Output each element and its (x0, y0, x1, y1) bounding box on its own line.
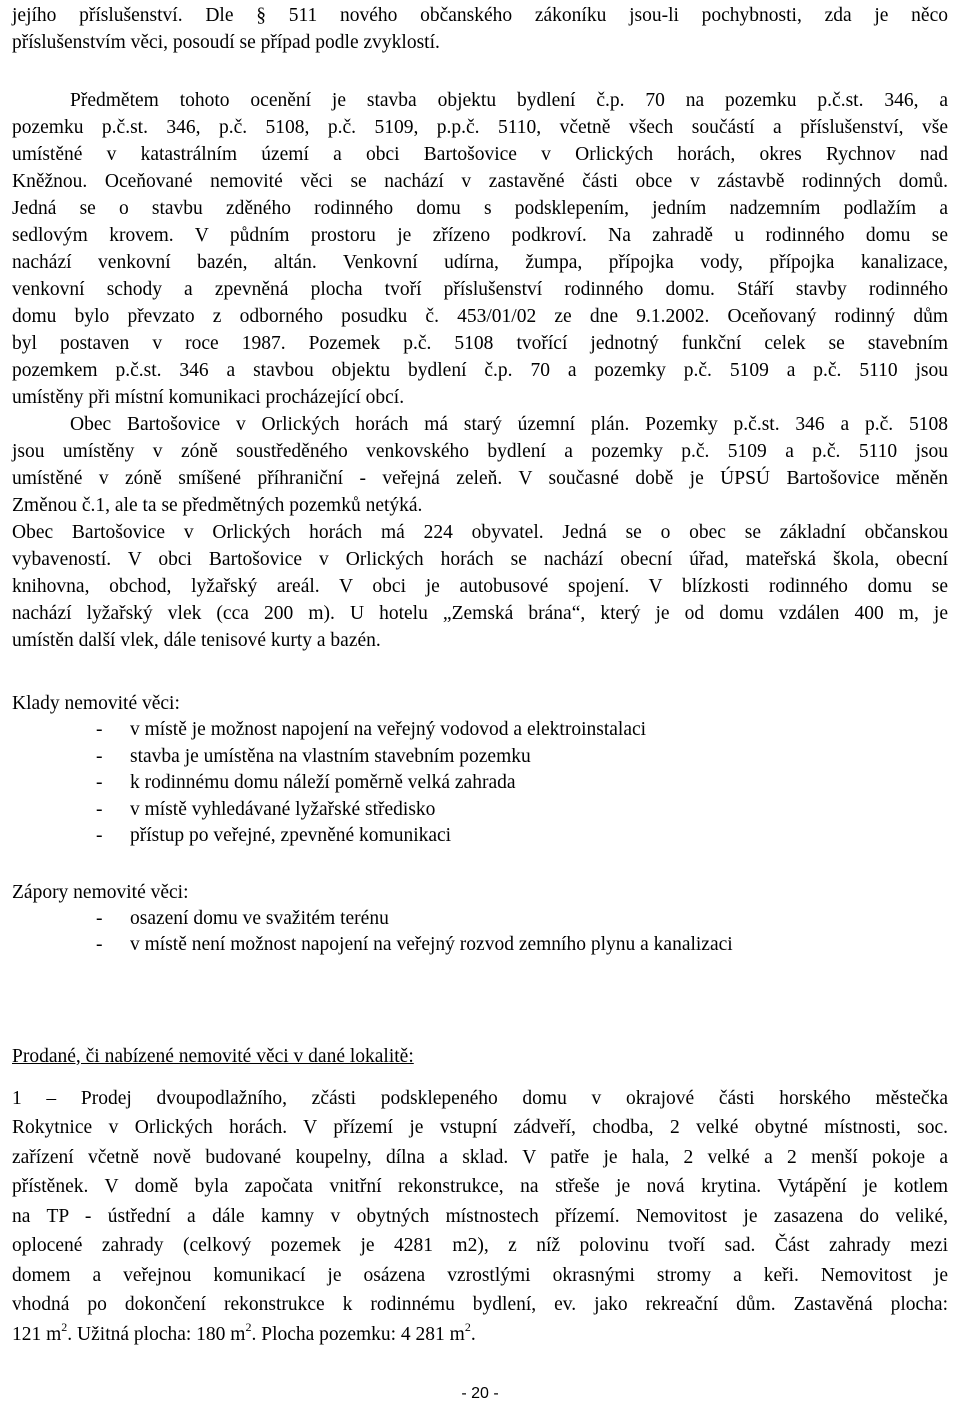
text-line: zařízení včetně nově budované koupelny, dílna a sklad. V patře je hala, 2 velké a 2 menší pokoje a (12, 1146, 948, 1168)
cons-section (12, 879, 948, 959)
pros-section (12, 690, 948, 850)
text-line: oplocené zahrady (celkový pozemek je 4281 m2), z níž polovinu tvoří sad. Část zahrady mezi (12, 1235, 948, 1256)
list-item: - přístup po veřejné, zpevněné komunikaci (96, 825, 452, 846)
text-line: Obec Bartošovice v Orlických horách má 224 obyvatel. Jedná se o obec se základní občanskou (12, 522, 948, 543)
text-line: na TP - ústřední a dále kamny v obytných místnostech přízemí. Nemovitost je zasazena do veliké, (12, 1205, 948, 1227)
sold-section (12, 1043, 948, 1350)
village-paragraph (12, 519, 948, 654)
text-line: vybaveností. V obci Bartošovice v Orlických horách se nachází obecní úřad, mateřská škola, obecní (12, 549, 948, 570)
text-line: umístěné v katastrálním území a obci Bartošovice v Orlických horách, okres Rychnov nad (12, 144, 948, 165)
text-line: knihovna, obchod, lyžařský areál. V obci je autobusové spojení. V blízkosti rodinného domu se (12, 576, 948, 597)
text-line: umístěné v zóně smíšené příhraniční - veřejná zeleň. V současné době je ÚPSÚ Bartošovice měněn (12, 468, 948, 489)
pros-heading: Klady nemovité věci: (12, 693, 180, 714)
pros-list (12, 717, 948, 850)
text-line: pozemkem p.č.st. 346 a stavbou objektu bydlení č.p. 70 a pozemky p.č. 5109 a p.č. 5110 jsou (12, 360, 948, 381)
intro-paragraph (12, 2, 948, 56)
list-item: - k rodinnému domu náleží poměrně velká zahrada (96, 772, 516, 793)
list-item: - v místě vyhledávané lyžařské středisko (96, 798, 436, 820)
text-line: Kněžnou. Oceňované nemovité věci se nachází v zastavěné části obce v zástavbě rodinných domů. (12, 171, 948, 192)
text-line: vhodná po dokončení rekonstrukce k rodinnému bydlení, ev. jako rekreační dům. Zastavěná plocha: (12, 1294, 948, 1315)
text-line: domem a veřejnou komunikací je osázena vzrostlými okrasnými stromy a keři. Nemovitost je (12, 1264, 948, 1286)
text-line: příslušenstvím věci, posoudí se případ podle zvyklostí. (12, 32, 440, 53)
text-line: byl postaven v roce 1987. Pozemek p.č. 5108 tvořící jednotný funkční celek se stavebním (12, 333, 948, 354)
document-page (12, 2, 948, 1349)
cons-heading: Zápory nemovité věci: (12, 881, 189, 903)
text-line: umístěny při místní komunikaci procházející obcí. (12, 387, 405, 408)
text-line: domu bylo převzato z odborného posudku č. 453/01/02 ze dne 9.1.2002. Oceňovaný rodinný dům (12, 306, 948, 327)
text-line: venkovní schody a zpevněná plocha tvoří příslušenství rodinného domu. Stáří stavby rodinného (12, 279, 948, 300)
area-summary-line: 121 $m^2$. Užitná plocha: 180 $m^2$. Plocha pozemku: 4 281 $m^2$. (12, 1320, 476, 1345)
cons-list (12, 906, 948, 959)
text-line: Změnou č.1, ale ta se předmětných pozemků netýká. (12, 495, 423, 516)
text-line: Jedná se o stavbu zděného rodinného domu s podsklepením, jedním nadzemním podlažím a (12, 198, 948, 219)
text-line: nachází venkovní bazén, altán. Venkovní udírna, žumpa, přípojka vody, přípojka kanalizace, (12, 252, 948, 273)
list-item: - osazení domu ve svažitém terénu (96, 907, 389, 929)
text-line: 1 – Prodej dvoupodlažního, zčásti podsklepeného domu v okrajové části horského městečka (12, 1087, 948, 1109)
subject-paragraph (12, 87, 948, 411)
plan-paragraph (12, 411, 948, 519)
text-line: Předmětem tohoto ocenění je stavba objektu bydlení č.p. 70 na pozemku p.č.st. 346, a (70, 90, 948, 111)
text-line: Rokytnice v Orlických horách. V přízemí je vstupní zádveří, chodba, 2 velké obytné místnosti, soc. (12, 1117, 948, 1138)
text-line: jejího příslušenství. Dle § 511 nového občanského zákoníku jsou-li pochybnosti, zda je něco (12, 5, 948, 26)
list-item: - v místě není možnost napojení na veřejný rozvod zemního plynu a kanalizaci (96, 934, 733, 955)
text-line: přístěnek. V domě byla započata vnitřní rekonstrukce, na střeše je nová krytina. Vytápění je kotlem (12, 1176, 948, 1197)
text-line: nachází lyžařský vlek (cca 200 m). U hotelu „Zemská brána“, který je od domu vzdálen 400 m, je (12, 603, 948, 624)
text-line: jsou umístěny v zóně soustředěného venkovského bydlení a pozemky p.č. 5109 a p.č. 5110 jsou (12, 441, 948, 462)
list-item: - stavba je umístěna na vlastním stavebním pozemku (96, 745, 531, 767)
text-line: pozemku p.č.st. 346, p.č. 5108, p.č. 5109, p.p.č. 5110, včetně všech součástí a příslušenství, vše (12, 117, 948, 138)
list-item: - v místě je možnost napojení na veřejný vodovod a elektroinstalaci (96, 719, 647, 740)
text-line: Obec Bartošovice v Orlických horách má starý územní plán. Pozemky p.č.st. 346 a p.č. 5108 (70, 414, 948, 435)
page-number: - 20 - (461, 1385, 499, 1402)
text-line: sedlovým krovem. V půdním prostoru je zřízeno podkroví. Na zahradě u rodinného domu se (12, 225, 948, 246)
text-line: umístěn další vlek, dále tenisové kurty a bazén. (12, 630, 381, 651)
sold-heading: Prodané, či nabízené nemovité věci v dané lokalitě: (12, 1045, 414, 1067)
